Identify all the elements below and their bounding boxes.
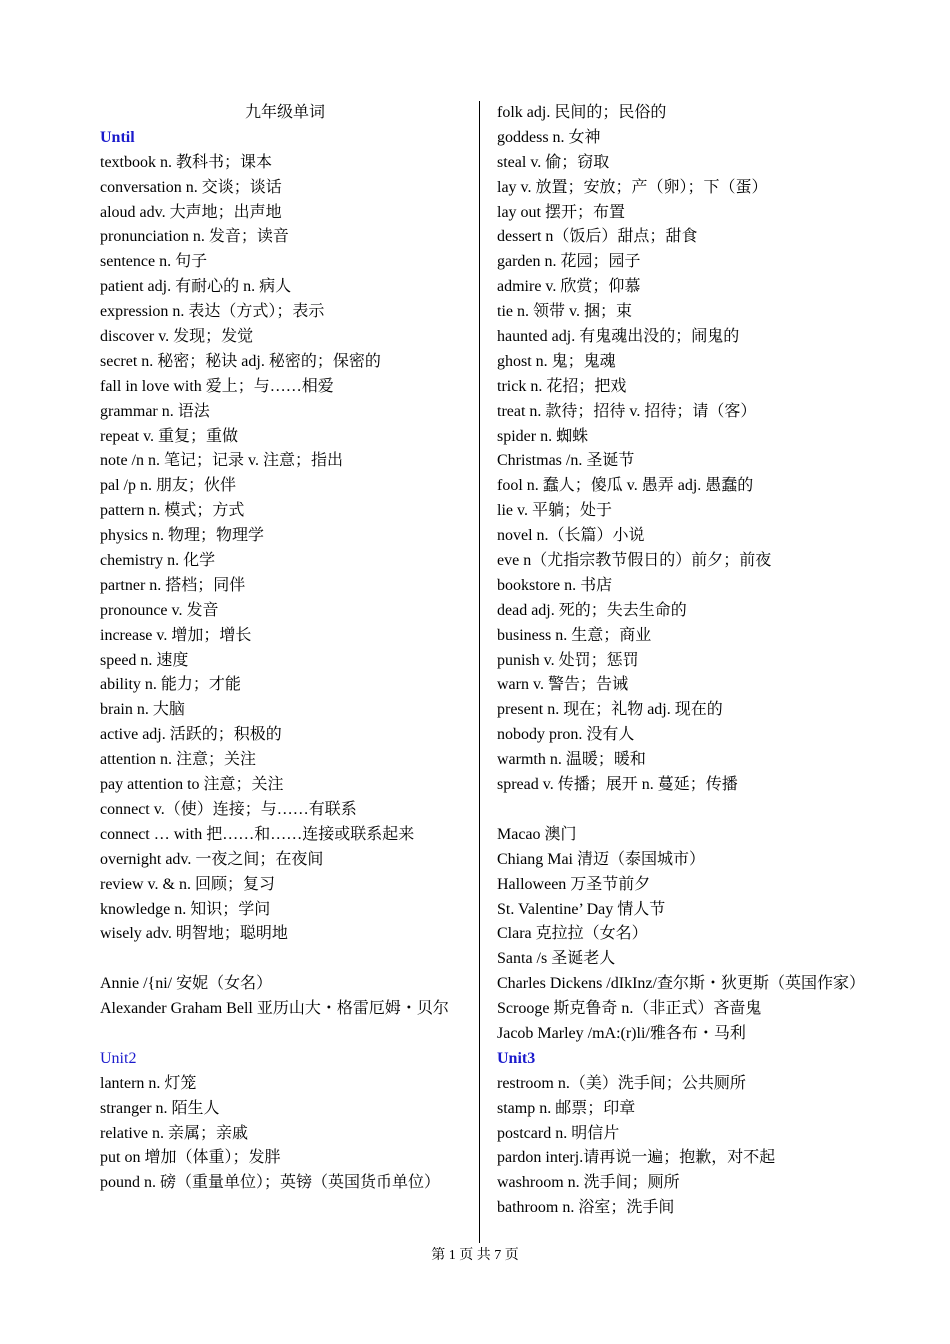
vocab-entry: postcard n. 明信片 xyxy=(497,1124,620,1142)
vocab-entry: pronounce v. 发音 xyxy=(100,601,219,619)
vocab-entry: ability n. 能力；才能 xyxy=(100,676,241,694)
vocab-entry: speed n. 速度 xyxy=(100,651,189,669)
vocab-entry: partner n. 搭档；同伴 xyxy=(100,576,246,594)
vocab-entry: warmth n. 温暖；暖和 xyxy=(497,751,646,769)
vocab-entry: tie n. 领带 v. 捆；束 xyxy=(497,303,632,321)
vocab-entry: put on 增加（体重）；发胖 xyxy=(100,1149,281,1167)
vocab-entry: Christmas /n. 圣诞节 xyxy=(497,452,635,470)
vocab-entry: repeat v. 重复；重做 xyxy=(100,427,239,445)
vocab-entry: pound n. 磅（重量单位）；英镑（英国货币单位） xyxy=(100,1174,441,1192)
vocab-entry: ghost n. 鬼；鬼魂 xyxy=(497,352,616,370)
unit-heading: Unit3 xyxy=(497,1049,536,1067)
vocab-entry: Jacob Marley /mA:(r)li/雅各布・马利 xyxy=(497,1024,746,1042)
left-column xyxy=(100,101,470,1196)
vocab-entry: textbook n. 教科书；课本 xyxy=(100,153,272,171)
vocab-entry: Alexander Graham Bell 亚历山大・格雷厄姆・贝尔 xyxy=(100,1000,449,1018)
vocab-entry: trick n. 花招；把戏 xyxy=(497,377,627,395)
vocab-entry: present n. 现在；礼物 adj. 现在的 xyxy=(497,701,723,719)
vocab-entry: review v. & n. 回顾；复习 xyxy=(100,875,275,893)
vocab-entry: connect … with 把……和……连接或联系起来 xyxy=(100,825,415,843)
vocab-entry: spread v. 传播；展开 n. 蔓延；传播 xyxy=(497,776,738,794)
vocab-entry: discover v. 发现；发觉 xyxy=(100,328,254,346)
page-footer: 第 1 页 共 7 页 xyxy=(431,1248,519,1263)
vocab-entry: aloud adv. 大声地；出声地 xyxy=(100,203,282,221)
vocab-entry: pay attention to 注意；关注 xyxy=(100,776,284,794)
vocab-entry: patient adj. 有耐心的 n. 病人 xyxy=(100,278,292,296)
vocab-entry: pattern n. 模式；方式 xyxy=(100,502,245,520)
vocab-entry: pal /p n. 朋友；伙伴 xyxy=(100,477,236,495)
vocab-entry: Santa /s 圣诞老人 xyxy=(497,950,616,968)
vocab-entry: haunted adj. 有鬼魂出没的；闹鬼的 xyxy=(497,328,740,346)
vocab-entry: pardon interj.请再说一遍；抱歉，对不起 xyxy=(497,1149,776,1167)
vocab-entry: sentence n. 句子 xyxy=(100,253,208,271)
vocab-entry: relative n. 亲属；亲戚 xyxy=(100,1124,248,1142)
blank-line xyxy=(100,947,470,972)
vocab-entry: Charles Dickens /dIkInz/查尔斯・狄更斯（英国作家） xyxy=(497,975,865,993)
vocab-entry: connect v.（使）连接；与……有联系 xyxy=(100,800,357,818)
vocab-entry: bathroom n. 浴室；洗手间 xyxy=(497,1199,675,1217)
vocab-entry: fool n. 蠢人；傻瓜 v. 愚弄 adj. 愚蠢的 xyxy=(497,477,754,495)
vocab-entry: secret n. 秘密；秘诀 adj. 秘密的；保密的 xyxy=(100,352,381,370)
vocab-entry: eve n（尤指宗教节假日的）前夕；前夜 xyxy=(497,552,772,570)
vocab-entry: increase v. 增加；增长 xyxy=(100,626,252,644)
vocab-entry: goddess n. 女神 xyxy=(497,128,601,146)
vocab-entry: treat n. 款待；招待 v. 招待；请（客） xyxy=(497,402,757,420)
vocab-entry: spider n. 蜘蛛 xyxy=(497,427,589,445)
vocab-entry: Halloween 万圣节前夕 xyxy=(497,875,651,893)
vocab-entry: lie v. 平躺；处于 xyxy=(497,502,612,520)
vocab-entry: fall in love with 爱上；与……相爱 xyxy=(100,377,334,395)
vocab-entry: knowledge n. 知识；学问 xyxy=(100,900,271,918)
vocab-entry: admire v. 欣赏；仰慕 xyxy=(497,278,641,296)
vocab-entry: overnight adv. 一夜之间；在夜间 xyxy=(100,850,324,868)
vocab-entry: chemistry n. 化学 xyxy=(100,552,216,570)
vocab-entry: novel n.（长篇）小说 xyxy=(497,527,645,545)
vocab-entry: expression n. 表达（方式）；表示 xyxy=(100,303,325,321)
vocab-entry: dead adj. 死的；失去生命的 xyxy=(497,601,687,619)
vocab-entry: brain n. 大脑 xyxy=(100,701,185,719)
vocab-entry: business n. 生意；商业 xyxy=(497,626,652,644)
vocab-entry: conversation n. 交谈；谈话 xyxy=(100,178,282,196)
vocab-entry: wisely adv. 明智地；聪明地 xyxy=(100,925,288,943)
vocab-entry: Chiang Mai 清迈（泰国城市） xyxy=(497,850,705,868)
column-divider xyxy=(479,101,480,1243)
vocab-entry: punish v. 处罚；惩罚 xyxy=(497,651,639,669)
vocab-entry: pronunciation n. 发音；读音 xyxy=(100,228,289,246)
vocab-entry: Clara 克拉拉（女名） xyxy=(497,925,648,943)
vocab-entry: stamp n. 邮票；印章 xyxy=(497,1099,636,1117)
unit-heading: Until xyxy=(100,128,135,146)
vocab-entry: St. Valentine’ Day 情人节 xyxy=(497,900,666,918)
vocab-entry: dessert n（饭后）甜点；甜食 xyxy=(497,228,698,246)
vocab-entry: grammar n. 语法 xyxy=(100,402,210,420)
document-title: 九年级单词 xyxy=(244,104,325,121)
vocab-entry: active adj. 活跃的；积极的 xyxy=(100,726,282,744)
vocab-entry: physics n. 物理；物理学 xyxy=(100,527,265,545)
vocab-entry: garden n. 花园；园子 xyxy=(497,253,641,271)
vocab-entry: stranger n. 陌生人 xyxy=(100,1099,220,1117)
vocab-entry: folk adj. 民间的；民俗的 xyxy=(497,104,667,121)
vocab-entry: Annie /{ni/ 安妮（女名） xyxy=(100,975,273,993)
blank-line xyxy=(100,1022,470,1047)
vocab-entry: lantern n. 灯笼 xyxy=(100,1074,197,1092)
right-column xyxy=(497,101,867,1221)
vocab-entry: nobody pron. 没有人 xyxy=(497,726,635,744)
vocab-entry: warn v. 警告；告诫 xyxy=(497,676,628,694)
vocab-entry: Scrooge 斯克鲁奇 n.（非正式）吝啬鬼 xyxy=(497,1000,762,1018)
vocab-entry: bookstore n. 书店 xyxy=(497,576,613,594)
vocab-entry: note /n n. 笔记；记录 v. 注意；指出 xyxy=(100,452,343,470)
blank-line xyxy=(497,798,867,823)
vocab-entry: lay v. 放置；安放；产（卵）；下（蛋） xyxy=(497,178,768,196)
vocab-entry: washroom n. 洗手间；厕所 xyxy=(497,1174,680,1192)
vocab-entry: Macao 澳门 xyxy=(497,825,577,843)
unit-heading: Unit2 xyxy=(100,1049,137,1067)
vocab-entry: attention n. 注意；关注 xyxy=(100,751,256,769)
vocab-entry: restroom n.（美）洗手间；公共厕所 xyxy=(497,1074,746,1092)
vocab-entry: steal v. 偷；窃取 xyxy=(497,153,610,171)
vocab-entry: lay out 摆开；布置 xyxy=(497,203,625,221)
